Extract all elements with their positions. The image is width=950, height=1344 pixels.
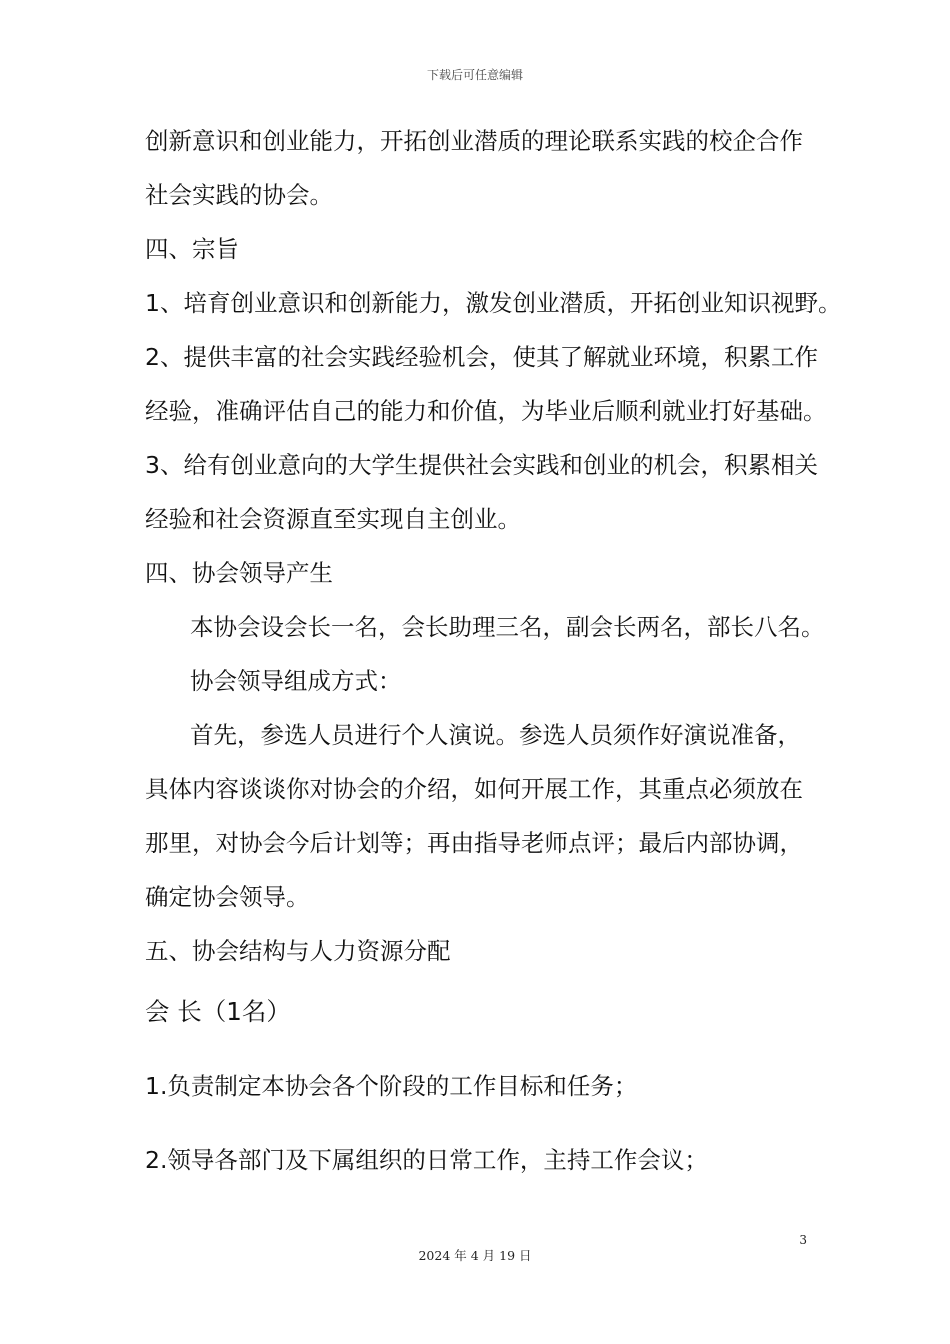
page-number: 3 — [799, 1233, 807, 1247]
body-line-2: 社会实践的协会。 — [145, 181, 333, 209]
purpose-item-1: 1、培育创业意识和创新能力，激发创业潜质，开拓创业知识视野。 — [145, 289, 842, 317]
leadership-method-label: 协会领导组成方式： — [190, 667, 402, 695]
president-duty-2: 2.领导各部门及下属组织的日常工作，主持工作会议； — [145, 1146, 708, 1174]
leadership-method-line-3: 那里，对协会今后计划等；再由指导老师点评；最后内部协调， — [145, 829, 803, 857]
section-heading-leadership: 四、协会领导产生 — [145, 559, 333, 587]
body-line-1: 创新意识和创业能力，开拓创业潜质的理论联系实践的校企合作 — [145, 127, 803, 155]
leadership-method-line-4: 确定协会领导。 — [145, 883, 310, 911]
leadership-positions: 本协会设会长一名，会长助理三名，副会长两名，部长八名。 — [190, 613, 825, 641]
page-header-note: 下载后可任意编辑 — [426, 68, 523, 82]
leadership-method-line-2: 具体内容谈谈你对协会的介绍，如何开展工作，其重点必须放在 — [145, 775, 803, 803]
section-heading-purpose: 四、宗旨 — [145, 235, 239, 263]
footer-date: 2024 年 4 月 19 日 — [418, 1248, 532, 1263]
purpose-item-2-cont: 经验，准确评估自己的能力和价值，为毕业后顺利就业打好基础。 — [145, 397, 827, 425]
president-duty-1: 1.负责制定本协会各个阶段的工作目标和任务； — [145, 1072, 638, 1100]
purpose-item-3: 3、给有创业意向的大学生提供社会实践和创业的机会，积累相关 — [145, 451, 818, 479]
president-heading: 会 长（1名） — [145, 997, 291, 1026]
leadership-method-line-1: 首先，参选人员进行个人演说。参选人员须作好演说准备， — [190, 721, 801, 749]
purpose-item-2: 2、提供丰富的社会实践经验机会，使其了解就业环境，积累工作 — [145, 343, 818, 371]
purpose-item-3-cont: 经验和社会资源直至实现自主创业。 — [145, 505, 521, 533]
section-heading-structure: 五、协会结构与人力资源分配 — [145, 937, 451, 965]
